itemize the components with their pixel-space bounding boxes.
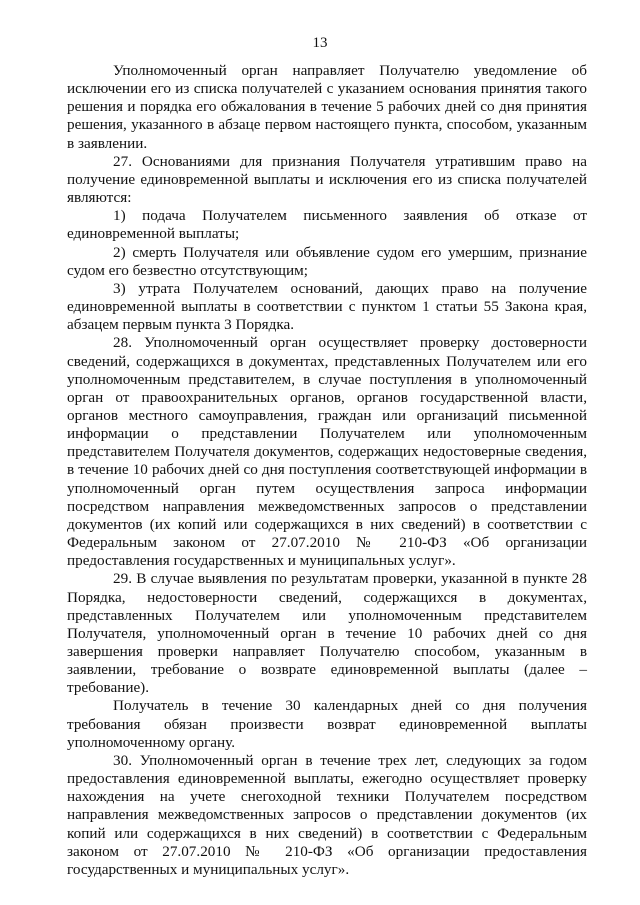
paragraph-28: 28. Уполномоченный орган осуществляет проверку достоверности сведений, содержащихся в документах, представленных Получателем или его уполномоченным представителем, в случае поступления в уполномоченный орган от правоохранительных органов, органов государственной власти, органов местного самоуправления, граждан или организаций письменной информации о представлении Получателем или уполномоченным представителем Получателя документов, содержащих недостоверные сведения, в течение 10 рабочих дней со дня поступления соответствующей информации в уполномоченный орган путем осуществления запроса информации посредством направления межведомственных запросов о представлении документов (их копий или содержащихся в них сведений) в соответствии с Федеральным законом от 27.07.2010 № 210-ФЗ «Об организации предоставления государственных и муниципальных услуг».: [67, 334, 587, 570]
paragraph-29-return: Получатель в течение 30 календарных дней со дня получения требования обязан произвести возврат единовременной выплаты уполномоченному органу.: [67, 697, 587, 751]
paragraph-27-item-3: 3) утрата Получателем оснований, дающих право на получение единовременной выплаты в соответствии с пунктом 1 статьи 55 Закона края, абзацем первым пункта 3 Порядка.: [67, 279, 587, 334]
page-number: 13: [312, 35, 328, 51]
paragraph-30: 30. Уполномоченный орган в течение трех лет, следующих за годом предоставления единовременной выплаты, ежегодно осуществляет проверку нахождения на учете снегоходной техники Получателем посредством направления межведомственных запросов о представлении документов (их копий или содержащихся в них сведений) в соответствии с Федеральным законом от 27.07.2010 № 210-ФЗ «Об организации предоставления государственных и муниципальных услуг».: [67, 751, 587, 878]
paragraph-27: 27. Основаниями для признания Получателя утратившим право на получение единовременной выплаты и исключения его из списка получателей являются:: [67, 152, 587, 207]
paragraph-notification: Уполномоченный орган направляет Получателю уведомление об исключении его из списка получателей с указанием основания принятия такого решения и порядка его обжалования в течение 5 рабочих дней со дня принятия решения, указанного в абзаце первом настоящего пункта, способом, указанным в заявлении.: [67, 62, 587, 152]
paragraph-27-item-1: 1) подача Получателем письменного заявления об отказе от единовременной выплаты;: [67, 207, 587, 243]
paragraph-27-item-2: 2) смерть Получателя или объявление судом его умершим, признание судом его безвестно отсутствующим;: [67, 243, 587, 279]
paragraph-29: 29. В случае выявления по результатам проверки, указанной в пункте 28 Порядка, недостоверности сведений, содержащихся в документах, представленных Получателем или уполномоченным представителем Получателя, уполномоченный орган в течение 10 рабочих дней со дня завершения проверки направляет Получателю способом, указанным в заявлении, требование о возврате единовременной выплаты (далее – требование).: [67, 570, 587, 697]
document-body: [67, 62, 587, 879]
